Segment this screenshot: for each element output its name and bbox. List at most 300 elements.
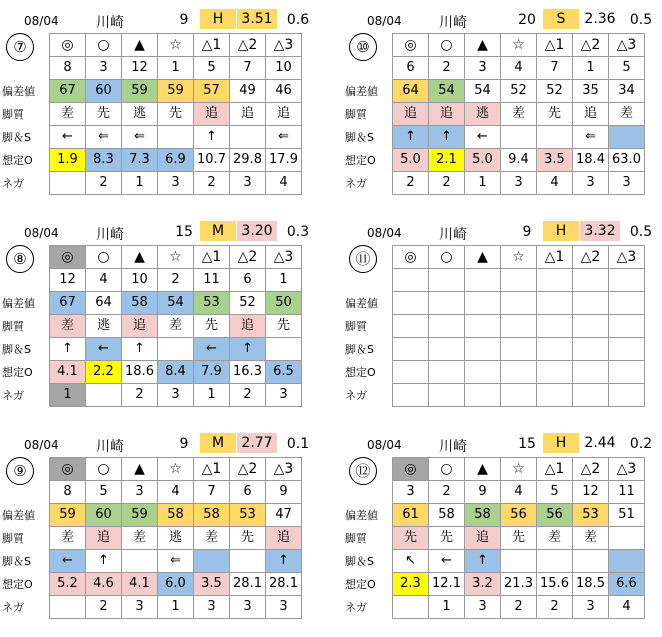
table-cell: 59: [122, 80, 158, 103]
table-cell: 2: [393, 172, 429, 195]
table-row: [393, 384, 645, 407]
table-cell: 9: [266, 481, 302, 504]
table-row: [50, 246, 302, 269]
table-cell: △3: [266, 34, 302, 57]
table-cell: 3: [230, 596, 266, 619]
row-label: 偏差値: [2, 85, 35, 98]
table-cell: [609, 361, 645, 384]
table-cell: 6.0: [158, 573, 194, 596]
table-cell: 28.1: [230, 573, 266, 596]
table-cell: 18.6: [122, 361, 158, 384]
table-row: [393, 269, 645, 292]
table-cell: 3: [230, 172, 266, 195]
table-cell: 差: [573, 527, 609, 550]
table-cell: 1: [465, 172, 501, 195]
table-cell: 53: [230, 504, 266, 527]
table-cell: 18.5: [573, 573, 609, 596]
race-index: 2.44: [584, 435, 616, 451]
row-label: 脚＆S: [345, 343, 374, 356]
table-row: [50, 527, 302, 550]
prediction-table: [49, 457, 302, 619]
table-cell: 追: [230, 315, 266, 338]
table-cell: 3: [573, 172, 609, 195]
table-cell: △3: [609, 458, 645, 481]
row-label: 想定O: [2, 366, 33, 379]
table-cell: 8.4: [158, 361, 194, 384]
table-cell: 差: [50, 527, 86, 550]
table-row: [393, 527, 645, 550]
table-cell: 6: [393, 57, 429, 80]
table-cell: ▲: [122, 246, 158, 269]
table-cell: 5: [86, 481, 122, 504]
table-cell: 3: [86, 57, 122, 80]
prediction-table: [49, 245, 302, 407]
table-cell: △1: [194, 458, 230, 481]
table-cell: ←: [465, 126, 501, 149]
table-cell: 3.2: [465, 573, 501, 596]
table-cell: ⇐: [266, 126, 302, 149]
table-row: [393, 315, 645, 338]
table-cell: [86, 384, 122, 407]
table-cell: ↑: [465, 550, 501, 573]
table-cell: 52: [501, 80, 537, 103]
table-cell: 47: [266, 504, 302, 527]
table-cell: 先: [230, 527, 266, 550]
race-index: 2.77: [237, 433, 277, 453]
table-row: [393, 550, 645, 573]
table-row: [50, 149, 302, 172]
race-header: [0, 8, 325, 32]
table-row: [50, 269, 302, 292]
table-cell: ○: [429, 458, 465, 481]
race-grade: M: [200, 221, 236, 241]
table-cell: 3: [393, 481, 429, 504]
race-header: [343, 432, 662, 456]
table-cell: 4: [501, 57, 537, 80]
row-label: 脚質: [345, 320, 367, 333]
row-label: ネガ: [345, 389, 367, 402]
table-cell: 差: [50, 103, 86, 126]
table-cell: 逃: [158, 527, 194, 550]
table-cell: 1: [194, 384, 230, 407]
race-header: [0, 220, 325, 244]
race-panel: [0, 8, 325, 213]
table-cell: 先: [158, 103, 194, 126]
table-cell: 29.8: [230, 149, 266, 172]
race-number: ⑨: [6, 457, 34, 485]
race-index: 3.32: [580, 221, 620, 241]
row-label: 偏差値: [2, 297, 35, 310]
table-cell: 2.3: [393, 573, 429, 596]
table-cell: 差: [158, 315, 194, 338]
table-cell: ⇐: [158, 550, 194, 573]
table-cell: [609, 126, 645, 149]
table-cell: 3: [266, 596, 302, 619]
table-cell: 逃: [86, 315, 122, 338]
table-cell: ↑: [230, 338, 266, 361]
table-cell: 58: [465, 504, 501, 527]
table-cell: ◎: [393, 458, 429, 481]
table-row: [50, 384, 302, 407]
table-cell: 10: [266, 57, 302, 80]
table-cell: [609, 527, 645, 550]
table-row: [393, 596, 645, 619]
table-cell: [501, 315, 537, 338]
prediction-table: [49, 33, 302, 195]
table-cell: [465, 292, 501, 315]
table-cell: △2: [230, 458, 266, 481]
row-label: 脚＆S: [345, 555, 374, 568]
table-cell: 6: [230, 481, 266, 504]
table-cell: 15.6: [537, 573, 573, 596]
table-cell: 7: [194, 481, 230, 504]
prediction-table: [392, 245, 645, 407]
table-cell: 追: [230, 103, 266, 126]
table-cell: 3: [465, 57, 501, 80]
race-index: 2.36: [584, 11, 616, 27]
table-cell: 2: [122, 384, 158, 407]
table-cell: ↑: [429, 126, 465, 149]
table-cell: 10.7: [194, 149, 230, 172]
table-cell: [573, 338, 609, 361]
table-cell: ←: [86, 338, 122, 361]
table-cell: △1: [537, 34, 573, 57]
table-cell: [465, 338, 501, 361]
table-cell: ☆: [158, 458, 194, 481]
table-cell: [501, 361, 537, 384]
table-cell: 63.0: [609, 149, 645, 172]
table-cell: 53: [573, 504, 609, 527]
table-cell: 1: [429, 596, 465, 619]
table-cell: 12: [122, 57, 158, 80]
table-cell: [537, 126, 573, 149]
table-cell: ⇐: [573, 126, 609, 149]
table-cell: [465, 361, 501, 384]
race-index: 3.20: [237, 221, 277, 241]
table-cell: ↑: [86, 550, 122, 573]
table-row: [50, 596, 302, 619]
table-row: [393, 292, 645, 315]
table-cell: [465, 384, 501, 407]
table-cell: 差: [501, 103, 537, 126]
race-venue: 川崎: [96, 227, 124, 243]
table-cell: [429, 292, 465, 315]
table-cell: ☆: [501, 34, 537, 57]
table-cell: ○: [429, 34, 465, 57]
table-cell: △2: [573, 458, 609, 481]
race-index: 3.51: [237, 9, 277, 29]
table-row: [393, 338, 645, 361]
table-cell: [537, 315, 573, 338]
table-row: [393, 361, 645, 384]
table-cell: 5: [194, 57, 230, 80]
table-cell: 3: [266, 384, 302, 407]
table-cell: 52: [537, 80, 573, 103]
table-cell: [537, 338, 573, 361]
table-cell: 差: [537, 527, 573, 550]
race-header: [343, 8, 662, 32]
row-label: 脚＆S: [345, 131, 374, 144]
race-date: 08/04: [367, 438, 402, 452]
table-cell: [393, 361, 429, 384]
table-cell: 56: [501, 504, 537, 527]
race-panel: [343, 432, 662, 637]
race-date: 08/04: [24, 14, 59, 28]
row-label: 脚＆S: [2, 343, 31, 356]
row-label: 偏差値: [2, 509, 35, 522]
table-cell: △1: [194, 246, 230, 269]
table-cell: [158, 126, 194, 149]
race-panel: [0, 220, 325, 425]
table-cell: [50, 596, 86, 619]
race-index-sub: 0.6: [286, 12, 310, 28]
table-cell: ○: [86, 34, 122, 57]
table-cell: 4: [609, 596, 645, 619]
table-cell: [501, 550, 537, 573]
table-cell: 2: [158, 269, 194, 292]
race-date: 08/04: [24, 226, 59, 240]
table-cell: ←: [194, 338, 230, 361]
table-cell: 6.9: [158, 149, 194, 172]
table-cell: [501, 126, 537, 149]
table-cell: 先: [86, 103, 122, 126]
race-venue: 川崎: [439, 439, 467, 455]
table-cell: △3: [609, 34, 645, 57]
table-cell: ▲: [465, 246, 501, 269]
table-cell: 追: [266, 527, 302, 550]
table-cell: [429, 361, 465, 384]
table-row: [393, 481, 645, 504]
table-row: [393, 57, 645, 80]
table-cell: [609, 550, 645, 573]
race-index-sub: 0.2: [629, 436, 653, 452]
table-cell: △1: [194, 34, 230, 57]
table-cell: 1: [573, 57, 609, 80]
table-cell: 追: [465, 527, 501, 550]
row-label: 偏差値: [345, 509, 378, 522]
table-cell: 56: [537, 504, 573, 527]
race-count: 15: [175, 224, 193, 240]
table-cell: 5.0: [393, 149, 429, 172]
table-cell: 9: [465, 481, 501, 504]
table-cell: ▲: [465, 34, 501, 57]
table-cell: [501, 269, 537, 292]
table-cell: 5: [537, 481, 573, 504]
table-cell: 4: [158, 481, 194, 504]
table-cell: 3: [158, 384, 194, 407]
race-index-sub: 0.5: [629, 12, 653, 28]
race-venue: 川崎: [96, 439, 124, 455]
table-cell: 1: [50, 384, 86, 407]
table-row: [50, 458, 302, 481]
table-cell: ☆: [158, 34, 194, 57]
table-cell: 4.1: [122, 573, 158, 596]
table-cell: 6: [230, 269, 266, 292]
table-cell: [429, 315, 465, 338]
table-cell: 5.0: [465, 149, 501, 172]
table-cell: [465, 269, 501, 292]
table-cell: 逃: [465, 103, 501, 126]
table-cell: 3: [158, 172, 194, 195]
table-cell: ↑: [194, 126, 230, 149]
table-cell: 7: [230, 57, 266, 80]
row-label: 想定O: [345, 578, 376, 591]
table-row: [393, 573, 645, 596]
race-panel: [343, 8, 662, 213]
table-cell: 6.6: [609, 573, 645, 596]
table-cell: 3: [465, 596, 501, 619]
table-row: [50, 550, 302, 573]
table-cell: 8: [50, 57, 86, 80]
table-cell: △2: [573, 34, 609, 57]
table-cell: [393, 338, 429, 361]
table-cell: [393, 384, 429, 407]
race-count: 9: [179, 12, 189, 28]
table-cell: [158, 338, 194, 361]
table-cell: [429, 384, 465, 407]
race-panel: [343, 220, 662, 425]
table-cell: [501, 292, 537, 315]
table-cell: 59: [158, 80, 194, 103]
table-cell: 追: [86, 527, 122, 550]
table-cell: [393, 292, 429, 315]
table-cell: 8.3: [86, 149, 122, 172]
table-cell: 7.3: [122, 149, 158, 172]
row-label: ネガ: [345, 177, 367, 190]
table-cell: [537, 384, 573, 407]
table-cell: 追: [122, 315, 158, 338]
table-cell: 53: [194, 292, 230, 315]
race-venue: 川崎: [96, 15, 124, 31]
race-header: [0, 432, 325, 456]
race-venue: 川崎: [439, 227, 467, 243]
table-cell: 4.1: [50, 361, 86, 384]
table-cell: 3.5: [537, 149, 573, 172]
row-label: 偏差値: [345, 297, 378, 310]
race-panel: [0, 432, 325, 637]
table-row: [50, 361, 302, 384]
table-cell: 59: [122, 504, 158, 527]
table-cell: 67: [50, 292, 86, 315]
table-cell: 先: [501, 527, 537, 550]
table-cell: ◎: [50, 458, 86, 481]
table-cell: 7.9: [194, 361, 230, 384]
table-cell: 60: [86, 80, 122, 103]
table-cell: ○: [86, 246, 122, 269]
table-cell: 3: [122, 596, 158, 619]
table-cell: 3: [501, 172, 537, 195]
table-cell: 59: [50, 504, 86, 527]
race-date: 08/04: [367, 14, 402, 28]
table-cell: [429, 338, 465, 361]
table-cell: △1: [537, 458, 573, 481]
table-cell: [537, 292, 573, 315]
table-cell: [393, 315, 429, 338]
table-cell: [573, 384, 609, 407]
row-label: ネガ: [2, 389, 24, 402]
table-cell: 46: [266, 80, 302, 103]
table-cell: 58: [158, 504, 194, 527]
table-row: [50, 338, 302, 361]
table-cell: [537, 361, 573, 384]
race-count: 9: [179, 436, 189, 452]
table-cell: △2: [573, 246, 609, 269]
table-cell: △1: [537, 246, 573, 269]
table-cell: ○: [86, 458, 122, 481]
race-number: ⑩: [349, 33, 377, 61]
table-cell: [573, 550, 609, 573]
race-date: 08/04: [367, 226, 402, 240]
table-cell: ◎: [393, 34, 429, 57]
table-cell: 67: [50, 80, 86, 103]
table-cell: 51: [609, 504, 645, 527]
table-cell: 1: [158, 57, 194, 80]
table-cell: 18.4: [573, 149, 609, 172]
table-cell: 7: [537, 57, 573, 80]
table-cell: [573, 315, 609, 338]
table-cell: 54: [158, 292, 194, 315]
table-row: [393, 80, 645, 103]
table-cell: 50: [266, 292, 302, 315]
table-row: [393, 172, 645, 195]
table-cell: 1: [266, 269, 302, 292]
table-cell: △3: [609, 246, 645, 269]
table-cell: [609, 269, 645, 292]
table-cell: [609, 292, 645, 315]
table-cell: 57: [194, 80, 230, 103]
table-row: [50, 292, 302, 315]
table-cell: 28.1: [266, 573, 302, 596]
race-index-sub: 0.5: [629, 224, 653, 240]
table-cell: ↑: [50, 338, 86, 361]
table-cell: [609, 338, 645, 361]
table-cell: 4: [266, 172, 302, 195]
table-row: [393, 103, 645, 126]
table-cell: [501, 384, 537, 407]
race-venue: 川崎: [439, 15, 467, 31]
table-cell: 差: [609, 103, 645, 126]
table-cell: 5.2: [50, 573, 86, 596]
table-cell: 1.9: [50, 149, 86, 172]
table-cell: △2: [230, 246, 266, 269]
table-cell: 2: [86, 596, 122, 619]
table-row: [393, 34, 645, 57]
table-cell: 54: [429, 80, 465, 103]
table-row: [50, 80, 302, 103]
race-index-sub: 0.3: [286, 224, 310, 240]
table-row: [393, 149, 645, 172]
row-label: 脚質: [2, 320, 24, 333]
row-label: 想定O: [345, 154, 376, 167]
table-cell: 34: [609, 80, 645, 103]
table-cell: 3: [122, 481, 158, 504]
table-cell: 1: [122, 172, 158, 195]
table-cell: 3: [194, 596, 230, 619]
table-row: [50, 34, 302, 57]
race-count: 20: [518, 12, 536, 28]
table-cell: 58: [122, 292, 158, 315]
table-cell: △3: [266, 246, 302, 269]
table-cell: ▲: [465, 458, 501, 481]
table-cell: 2: [194, 172, 230, 195]
table-cell: 4: [86, 269, 122, 292]
table-cell: [50, 172, 86, 195]
table-cell: ◎: [393, 246, 429, 269]
table-cell: [230, 550, 266, 573]
table-cell: 先: [393, 527, 429, 550]
table-cell: 2.2: [86, 361, 122, 384]
race-grade: M: [200, 433, 236, 453]
